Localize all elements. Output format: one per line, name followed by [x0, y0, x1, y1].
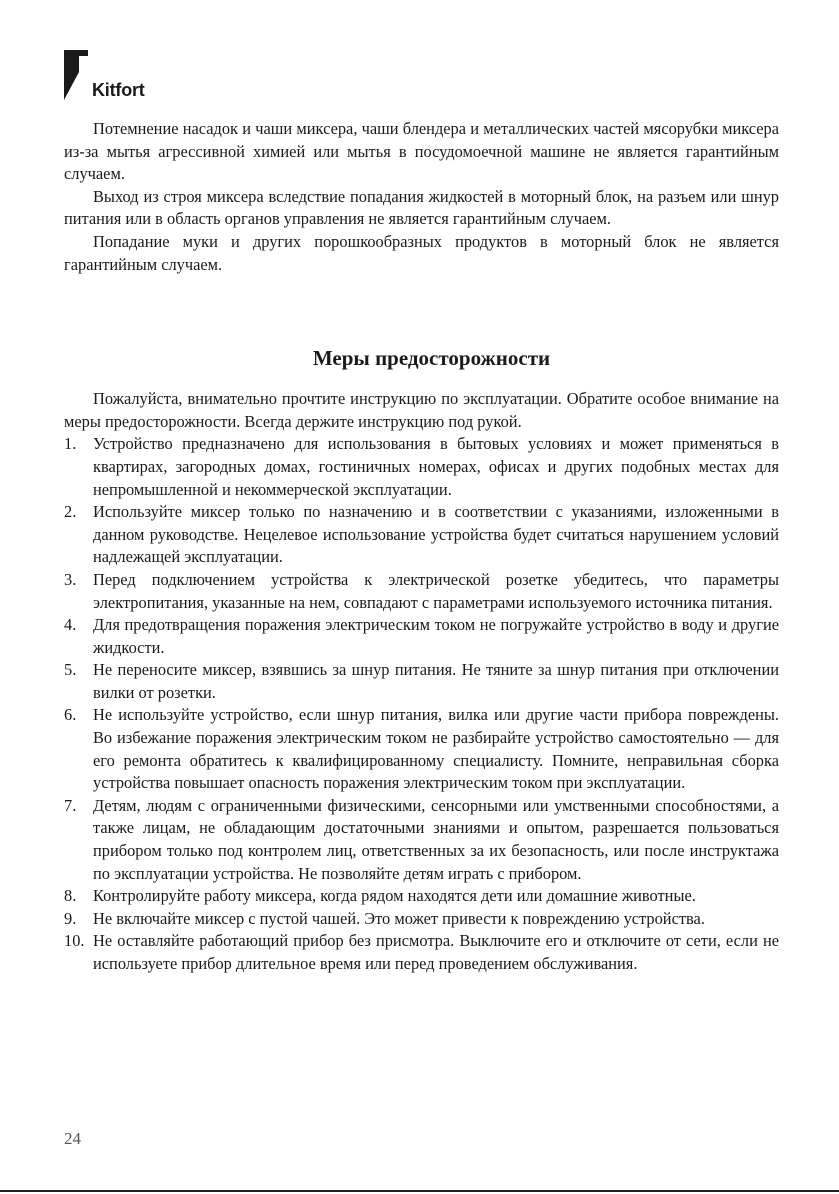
list-item — [64, 569, 779, 614]
list-item — [64, 501, 779, 569]
item-number: 10. — [64, 931, 85, 951]
list-item — [64, 614, 779, 659]
item-number: 5. — [64, 660, 77, 680]
list-item — [64, 659, 779, 704]
brand-name: Kitfort — [92, 80, 145, 100]
page-number: 24 — [64, 1129, 81, 1148]
intro-paragraph: Потемнение насадок и чаши миксера, чаши блендера и металлических частей мясорубки миксера из-за мытья агрессивной химией или мытья в посудомоечной машине не является гарантийным случаем. — [64, 119, 779, 184]
intro-paragraph: Выход из строя миксера вследствие попадания жидкостей в моторный блок, на разъем или шнур питания или в область органов управления не является гарантийным случаем. — [64, 186, 779, 229]
item-text: Детям, людям с ограниченными физическими, сенсорными или умственными способностями, а также лицам, не обладающим достаточными знаниями и опытом, разрешается пользоваться прибором только под контролем лиц, ответственных за их безопасность, или после инструктажа по эксплуатации устройства. Не позволяйте детям играть с прибором. — [93, 795, 779, 883]
list-item — [64, 908, 779, 931]
item-text: Не оставляйте работающий прибор без присмотра. Выключите его и отключите от сети, если не используете прибор длительное время или перед проведением обслуживания. — [93, 931, 779, 973]
item-number: 6. — [64, 705, 77, 725]
kitfort-logo-icon — [64, 50, 90, 100]
item-number: 1. — [64, 434, 77, 454]
item-number: 7. — [64, 795, 77, 815]
list-item — [64, 930, 779, 975]
item-text: Не используйте устройство, если шнур питания, вилка или другие части прибора повреждены. Во избежание поражения электрическим током не разбирайте устройство самостоятельно — для его ремонта обратитесь к квалифицированному специалисту. Помните, неправильная сборка устройства повышает опасность поражения электрическим током при эксплуатации. — [93, 705, 779, 793]
item-text: Не включайте миксер с пустой чашей. Это может привести к повреждению устройства. — [93, 908, 705, 928]
item-number: 2. — [64, 502, 77, 522]
bottom-divider — [0, 1190, 839, 1192]
precautions-list — [64, 433, 779, 975]
section-title: Меры предосторожности — [312, 346, 551, 371]
item-text: Используйте миксер только по назначению и в соответствии с указаниями, изложенными в данном руководстве. Нецелевое использование устройства будет считаться нарушением условий надлежащей эксплуатации. — [93, 502, 779, 567]
intro-paragraph: Попадание муки и других порошкообразных продуктов в моторный блок не является гарантийным случаем. — [64, 231, 779, 274]
item-text: Для предотвращения поражения электрическим током не погружайте устройство в воду и другие жидкости. — [93, 615, 779, 657]
list-item — [64, 795, 779, 885]
section-lead: Пожалуйста, внимательно прочтите инструкцию по эксплуатации. Обратите особое внимание на меры предосторожности. Всегда держите инструкцию под рукой. — [64, 389, 779, 431]
list-item — [64, 885, 779, 908]
list-item — [64, 433, 779, 501]
item-number: 3. — [64, 569, 77, 589]
item-number: 8. — [64, 886, 77, 906]
item-text: Перед подключением устройства к электрической розетке убедитесь, что параметры электропитания, указанные на нем, совпадают с параметрами используемого источника питания. — [93, 569, 779, 612]
list-item — [64, 704, 779, 794]
item-text: Контролируйте работу миксера, когда рядом находятся дети или домашние животные. — [93, 886, 696, 906]
page-content — [64, 118, 779, 976]
brand-logo — [64, 50, 184, 102]
item-number: 4. — [64, 615, 77, 635]
item-text: Не переносите миксер, взявшись за шнур питания. Не тяните за шнур питания при отключении вилки от розетки. — [93, 660, 779, 702]
item-number: 9. — [64, 908, 77, 928]
item-text: Устройство предназначено для использования в бытовых условиях и может применяться в квартирах, загородных домах, гостиничных номерах, офисах и других подобных местах для непромышленной и некоммерческой эксплуатации. — [93, 434, 779, 499]
